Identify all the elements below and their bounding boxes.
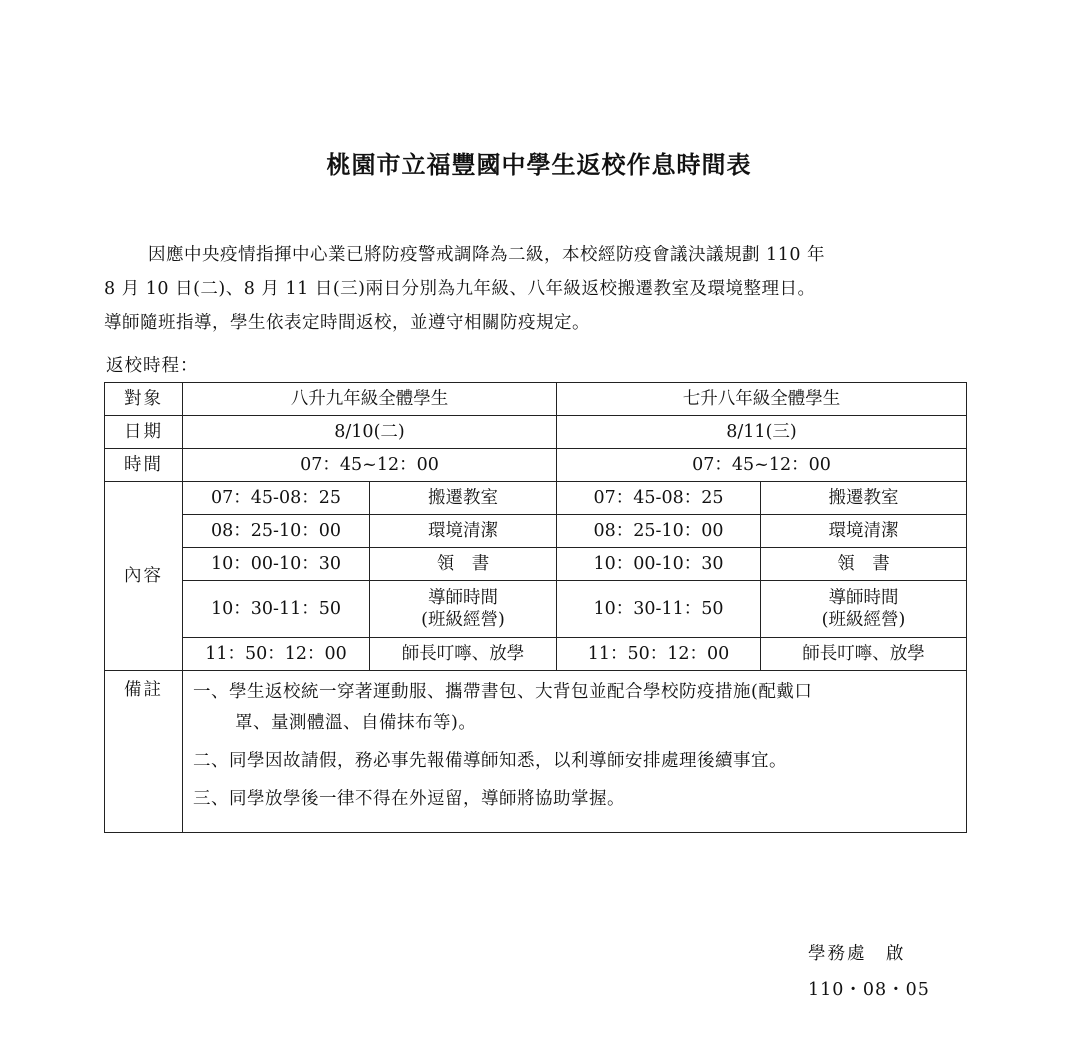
note-item	[193, 677, 966, 739]
date-group-1: 8/10(二)	[183, 416, 557, 449]
target-group-2: 七升八年級全體學生	[557, 383, 967, 416]
note-item	[193, 746, 966, 777]
schedule-activity	[370, 581, 557, 638]
schedule-time: 08：25-10：00	[557, 515, 761, 548]
schedule-activity-sub: (班級經營)	[421, 610, 505, 630]
schedule-time: 07：45-08：25	[183, 482, 370, 515]
note-text: 三、同學放學後一律不得在外逗留，導師將協助掌握。	[193, 789, 625, 809]
note-text-continued: 罩、量測體溫、自備抹布等)。	[235, 713, 477, 733]
schedule-time: 11：50：12：00	[183, 638, 370, 671]
schedule-table	[104, 382, 967, 833]
table-row	[105, 581, 967, 638]
schedule-time: 11：50：12：00	[557, 638, 761, 671]
table-row	[105, 638, 967, 671]
row-header-date: 日期	[105, 416, 183, 449]
schedule-activity-main: 導師時間	[428, 588, 498, 608]
schedule-time: 08：25-10：00	[183, 515, 370, 548]
table-row	[105, 548, 967, 581]
page-title: 桃園市立福豐國中學生返校作息時間表	[326, 150, 752, 179]
row-header-notes: 備註	[105, 671, 183, 833]
intro-line-3: 導師隨班指導，學生依表定時間返校，並遵守相關防疫規定。	[104, 313, 590, 333]
schedule-activity	[761, 581, 967, 638]
table-row-target	[105, 383, 967, 416]
date-group-2: 8/11(三)	[557, 416, 967, 449]
schedule-activity: 領 書	[370, 548, 557, 581]
table-row-date	[105, 416, 967, 449]
schedule-activity: 環境清潔	[761, 515, 967, 548]
row-header-time: 時間	[105, 449, 183, 482]
schedule-activity: 師長叮嚀、放學	[370, 638, 557, 671]
schedule-time: 07：45-08：25	[557, 482, 761, 515]
signature: 學務處 啟	[808, 944, 906, 964]
row-header-content: 內容	[105, 482, 183, 671]
schedule-activity: 環境清潔	[370, 515, 557, 548]
intro-line-2: 8 月 10 日(二)、8 月 11 日(三)兩日分別為九年級、八年級返校搬遷教室及環境整理日。	[104, 279, 816, 299]
schedule-time: 10：30-11：50	[557, 581, 761, 638]
issue-date: 110・08・05	[808, 980, 930, 1000]
note-item	[193, 784, 966, 815]
schedule-activity: 領 書	[761, 548, 967, 581]
table-row	[105, 482, 967, 515]
table-row	[105, 515, 967, 548]
schedule-time: 10：00-10：30	[183, 548, 370, 581]
schedule-time: 10：00-10：30	[557, 548, 761, 581]
intro-paragraph	[104, 238, 966, 340]
schedule-activity: 搬遷教室	[761, 482, 967, 515]
time-group-2: 07：45~12：00	[557, 449, 967, 482]
schedule-activity: 搬遷教室	[370, 482, 557, 515]
note-text: 一、學生返校統一穿著運動服、攜帶書包、大背包並配合學校防疫措施(配戴口	[193, 682, 813, 702]
table-row-time	[105, 449, 967, 482]
schedule-activity: 師長叮嚀、放學	[761, 638, 967, 671]
notes-cell	[183, 671, 967, 833]
time-group-1: 07：45~12：00	[183, 449, 557, 482]
schedule-time: 10：30-11：50	[183, 581, 370, 638]
table-row-notes	[105, 671, 967, 833]
schedule-activity-sub: (班級經營)	[821, 610, 906, 630]
schedule-activity-main: 導師時間	[828, 588, 899, 608]
row-header-target: 對象	[105, 383, 183, 416]
intro-line-1: 因應中央疫情指揮中心業已將防疫警戒調降為二級，本校經防疫會議決議規劃 110 年	[148, 245, 826, 265]
target-group-1: 八升九年級全體學生	[183, 383, 557, 416]
section-label: 返校時程：	[106, 356, 199, 376]
note-text: 二、同學因故請假，務必事先報備導師知悉，以利導師安排處理後續事宜。	[193, 751, 787, 771]
